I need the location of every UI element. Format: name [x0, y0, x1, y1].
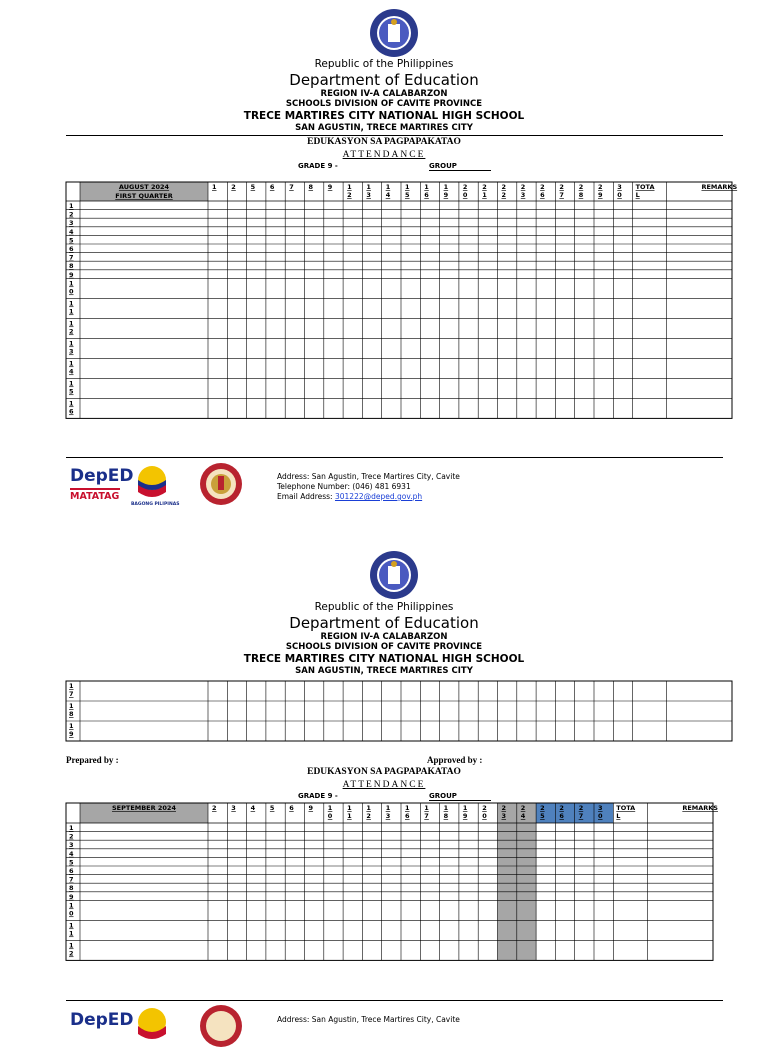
- row-number-char: 1: [69, 722, 74, 730]
- day-header-char: 6: [405, 812, 410, 820]
- row-number-char: 7: [69, 253, 74, 262]
- shaded-header-cell: [575, 803, 594, 823]
- day-header-char: 8: [443, 812, 449, 820]
- day-header-char: 6: [540, 191, 545, 199]
- row-number-char: 1: [69, 824, 74, 832]
- region-text: REGION IV-A CALABARZON: [320, 89, 448, 99]
- day-header-char: 1: [462, 804, 468, 812]
- footer-divider-2: [66, 1000, 723, 1001]
- total-header-line1: TOTA: [635, 183, 655, 191]
- row-number-char: 9: [69, 730, 74, 738]
- row-number-char: 1: [69, 921, 74, 930]
- shaded-header-cell: [498, 803, 517, 823]
- day-header-char: 2: [347, 191, 352, 199]
- row-number-char: 1: [69, 702, 74, 710]
- school-name-2: TRECE MARTIRES CITY NATIONAL HIGH SCHOOL: [243, 653, 525, 665]
- row-number-char: 0: [69, 909, 74, 918]
- row-number-char: 1: [69, 299, 74, 308]
- approved-by-label: Approved by :: [427, 755, 483, 765]
- day-header-char: 1: [366, 804, 371, 812]
- day-header-char: 5: [269, 804, 275, 812]
- day-header-char: 2: [520, 183, 526, 191]
- day-header-char: 0: [617, 191, 622, 199]
- remarks-header: REMARKS: [682, 804, 718, 812]
- day-header-char: 2: [482, 183, 487, 191]
- department-text: Department of Education: [289, 71, 479, 89]
- day-header-char: 2: [598, 183, 603, 191]
- day-header-char: 1: [385, 183, 391, 191]
- region-text-2: REGION IV-A CALABARZON: [320, 632, 448, 642]
- day-header-char: 2: [559, 804, 564, 812]
- day-header-char: 1: [424, 183, 429, 191]
- day-header-char: 2: [578, 183, 584, 191]
- remarks-header: REMARKS: [701, 183, 738, 191]
- deped-logo-2: DepED: [70, 1010, 134, 1030]
- row-number-char: 1: [69, 929, 74, 938]
- day-header-char: 2: [366, 812, 371, 820]
- day-header-char: 7: [559, 191, 564, 199]
- division-text: SCHOOLS DIVISION OF CAVITE PROVINCE: [285, 99, 483, 109]
- address-line: Address: San Agustin, Trece Martires City, Cavite: [277, 472, 460, 481]
- row-number-char: 1: [69, 399, 74, 408]
- row-number-char: 7: [69, 690, 74, 698]
- day-header-char: 1: [385, 804, 391, 812]
- row-number-char: 1: [69, 202, 74, 210]
- subject-title: EDUKASYON SA PAGPAPAKATAO: [307, 137, 461, 147]
- day-header-char: 1: [212, 183, 217, 191]
- month-label: SEPTEMBER 2024: [112, 804, 176, 812]
- row-number-char: 6: [69, 407, 74, 416]
- day-header-char: 1: [443, 183, 449, 191]
- email-line: Email Address: 301222@deped.gov.ph: [277, 492, 423, 501]
- day-header-char: 2: [559, 183, 564, 191]
- day-header-char: 3: [520, 191, 526, 199]
- day-header-char: 8: [578, 191, 584, 199]
- group-label-2: GROUP: [429, 792, 457, 800]
- day-header-char: 0: [462, 191, 468, 199]
- day-header-char: 6: [289, 804, 294, 812]
- row-number-char: 8: [69, 710, 74, 718]
- day-header-char: 7: [424, 812, 429, 820]
- day-header-char: 2: [501, 804, 507, 812]
- row-number-char: 2: [69, 327, 74, 336]
- day-header-char: 9: [443, 191, 449, 199]
- day-header-char: 3: [385, 812, 391, 820]
- day-header-char: 3: [617, 183, 622, 191]
- day-header-char: 9: [462, 812, 468, 820]
- day-header-char: 2: [501, 191, 507, 199]
- row-number-char: 2: [69, 832, 74, 841]
- day-header-char: 9: [327, 183, 333, 191]
- day-header-char: 1: [327, 804, 333, 812]
- row-number-char: 1: [69, 379, 74, 388]
- grade-label-2: GRADE 9 -: [298, 792, 338, 800]
- row-number-char: 5: [69, 236, 74, 245]
- bagong-pilipinas-icon: [130, 1004, 174, 1048]
- shaded-header-cell: [594, 803, 613, 823]
- day-header-char: 5: [250, 183, 256, 191]
- day-header-char: 1: [366, 183, 371, 191]
- day-header-char: 4: [520, 812, 526, 820]
- day-header-char: 2: [540, 804, 545, 812]
- row-number-char: 4: [69, 849, 74, 858]
- day-header-char: 1: [347, 812, 352, 820]
- day-header-char: 3: [231, 804, 236, 812]
- row-number-char: 1: [69, 319, 74, 328]
- day-header-char: 2: [520, 804, 526, 812]
- day-header-char: 7: [578, 812, 584, 820]
- day-header-char: 2: [501, 183, 507, 191]
- row-number-char: 5: [69, 858, 74, 867]
- day-header-char: 1: [405, 183, 410, 191]
- day-header-char: 2: [578, 804, 584, 812]
- day-header-char: 4: [385, 191, 391, 199]
- grade-label: GRADE 9 -: [298, 162, 338, 170]
- day-header-char: 4: [250, 804, 256, 812]
- deped-logo: DepED: [70, 466, 134, 486]
- bagong-pilipinas-text: BAGONG PILIPINAS: [131, 502, 180, 507]
- day-header-char: 1: [347, 804, 352, 812]
- row-number-char: 1: [69, 682, 74, 690]
- day-header-char: 7: [289, 183, 294, 191]
- total-header-line1: TOTA: [616, 804, 636, 812]
- row-number-char: 9: [69, 892, 74, 901]
- row-number-char: 0: [69, 287, 74, 296]
- day-header-char: 9: [308, 804, 314, 812]
- attendance-title-2: ATTENDANCE: [342, 780, 426, 790]
- row-number-char: 1: [69, 941, 74, 950]
- day-header-char: 1: [405, 804, 410, 812]
- day-header-char: 3: [598, 804, 603, 812]
- row-number-char: 1: [69, 359, 74, 368]
- total-header-line2: L: [635, 191, 640, 199]
- day-header-char: 0: [598, 812, 603, 820]
- row-number-char: 2: [69, 949, 74, 958]
- day-header-char: 2: [540, 183, 545, 191]
- day-header-char: 3: [366, 191, 371, 199]
- day-header-char: 2: [212, 804, 217, 812]
- location-text-2: SAN AGUSTIN, TRECE MARTIRES CITY: [295, 666, 473, 676]
- shaded-header-cell: [536, 803, 555, 823]
- division-text-2: SCHOOLS DIVISION OF CAVITE PROVINCE: [285, 642, 483, 652]
- matatag-logo: MATATAG: [70, 491, 120, 502]
- prepared-by-label: Prepared by :: [66, 755, 119, 765]
- day-header-char: 0: [327, 812, 333, 820]
- school-seal-icon: [196, 1003, 246, 1055]
- shaded-header-cell: [517, 803, 536, 823]
- table-border: [66, 803, 713, 960]
- row-number-char: 4: [69, 227, 74, 236]
- day-header-char: 1: [424, 804, 429, 812]
- attendance-title: ATTENDANCE: [342, 150, 426, 160]
- day-header-char: 6: [424, 191, 429, 199]
- group-label: GROUP: [429, 162, 457, 170]
- row-number-char: 1: [69, 279, 74, 288]
- row-number-char: 5: [69, 387, 74, 396]
- shaded-header-cell: [555, 803, 574, 823]
- row-number-char: 4: [69, 367, 74, 376]
- address-line-2: Address: San Agustin, Trece Martires City, Cavite: [277, 1015, 460, 1024]
- day-header-char: 6: [559, 812, 564, 820]
- day-header-char: 3: [501, 812, 507, 820]
- day-header-char: 2: [482, 804, 487, 812]
- day-header-char: 9: [598, 191, 603, 199]
- row-number-char: 6: [69, 245, 74, 253]
- location-text: SAN AGUSTIN, TRECE MARTIRES CITY: [295, 123, 473, 133]
- day-header-char: 1: [347, 183, 352, 191]
- republic-text: Republic of the Philippines: [314, 58, 454, 70]
- day-header-char: 8: [308, 183, 314, 191]
- day-header-char: 0: [482, 812, 487, 820]
- department-text-2: Department of Education: [289, 614, 479, 632]
- row-number-char: 6: [69, 867, 74, 875]
- day-header-char: 1: [482, 191, 487, 199]
- subject-title-2: EDUKASYON SA PAGPAPAKATAO: [307, 767, 461, 777]
- row-number-char: 2: [69, 210, 74, 219]
- school-name: TRECE MARTIRES CITY NATIONAL HIGH SCHOOL: [243, 110, 525, 122]
- day-header-char: 5: [540, 812, 545, 820]
- row-number-char: 3: [69, 347, 74, 356]
- row-number-char: 3: [69, 841, 74, 850]
- row-number-char: 1: [69, 307, 74, 316]
- row-number-char: 7: [69, 875, 74, 884]
- row-number-char: 8: [69, 262, 74, 271]
- row-number-char: 9: [69, 270, 74, 279]
- row-number-char: 3: [69, 219, 74, 228]
- day-header-char: 2: [231, 183, 236, 191]
- row-number-char: 1: [69, 901, 74, 910]
- quarter-label: FIRST QUARTER: [115, 192, 173, 200]
- day-header-char: 2: [462, 183, 468, 191]
- telephone-line: Telephone Number: (046) 481 6931: [277, 482, 411, 491]
- email-link[interactable]: 301222@deped.gov.ph: [334, 492, 423, 501]
- total-header-line2: L: [616, 812, 621, 820]
- month-label: AUGUST 2024: [118, 183, 170, 191]
- day-header-char: 5: [405, 191, 410, 199]
- day-header-char: 6: [269, 183, 275, 191]
- day-header-char: 1: [443, 804, 449, 812]
- row-number-char: 8: [69, 884, 74, 893]
- row-number-char: 1: [69, 339, 74, 348]
- republic-text-2: Republic of the Philippines: [314, 601, 454, 613]
